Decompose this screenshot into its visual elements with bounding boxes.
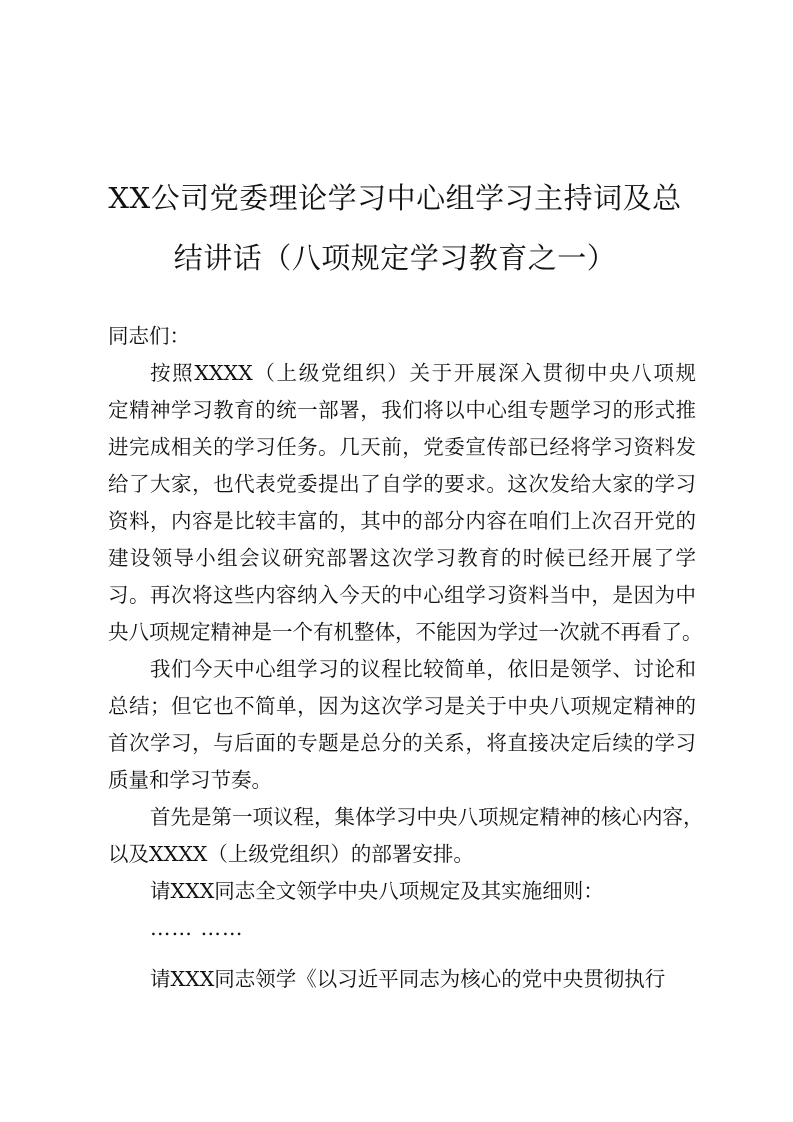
ellipsis-placeholder: …… …… [150,916,244,940]
paragraph-2 [108,651,708,799]
document-body [108,318,708,998]
paragraph-line: 我们今天中心组学习的议程比较简单，依旧是领学、讨论和 [150,657,696,681]
paragraph-line: 给了大家，也代表党委提出了自学的要求。这次发给大家的学习 [108,472,696,496]
spacer [108,947,708,961]
paragraph-line: 习。再次将这些内容纳入今天的中心组学习资料当中，是因为中 [108,583,696,607]
paragraph-line: 以及XXXX（上级党组织）的部署安排。 [108,842,474,866]
paragraph-line: 定精神学习教育的统一部署，我们将以中心组专题学习的形式推 [108,398,696,422]
paragraph-line: 央八项规定精神是一个有机整体，不能因为学过一次就不再看了。 [108,620,703,644]
paragraph-line: 资料，内容是比较丰富的，其中的部分内容在咱们上次召开党的 [108,509,696,533]
document-title-line-2: 结讲话（八项规定学习教育之一） [173,241,617,275]
salutation: 同志们： [108,324,190,348]
document-title-line-1: XX公司党委理论学习中心组学习主持词及总 [108,181,682,215]
paragraph-1 [108,355,708,651]
paragraph-line: 进完成相关的学习任务。几天前，党委宣传部已经将学习资料发 [108,435,696,459]
paragraph-line: 按照XXXX（上级党组织）关于开展深入贯彻中央八项规 [150,361,696,385]
paragraph-4: 请XXX同志全文领学中央八项规定及其实施细则： [150,879,604,903]
paragraph-line: 质量和学习节奏。 [108,768,272,792]
paragraph-3 [108,799,708,873]
paragraph-5: 请XXX同志领学《以习近平同志为核心的党中央贯彻执行 [150,967,666,991]
paragraph-line: 首先是第一项议程，集体学习中央八项规定精神的核心内容， [150,805,704,829]
paragraph-line: 首次学习，与后面的专题是总分的关系，将直接决定后续的学习 [108,731,696,755]
paragraph-line: 建设领导小组会议研究部署这次学习教育的时候已经开展了学 [108,546,696,570]
paragraph-line: 总结；但它也不简单，因为这次学习是关于中央八项规定精神的 [108,694,696,718]
